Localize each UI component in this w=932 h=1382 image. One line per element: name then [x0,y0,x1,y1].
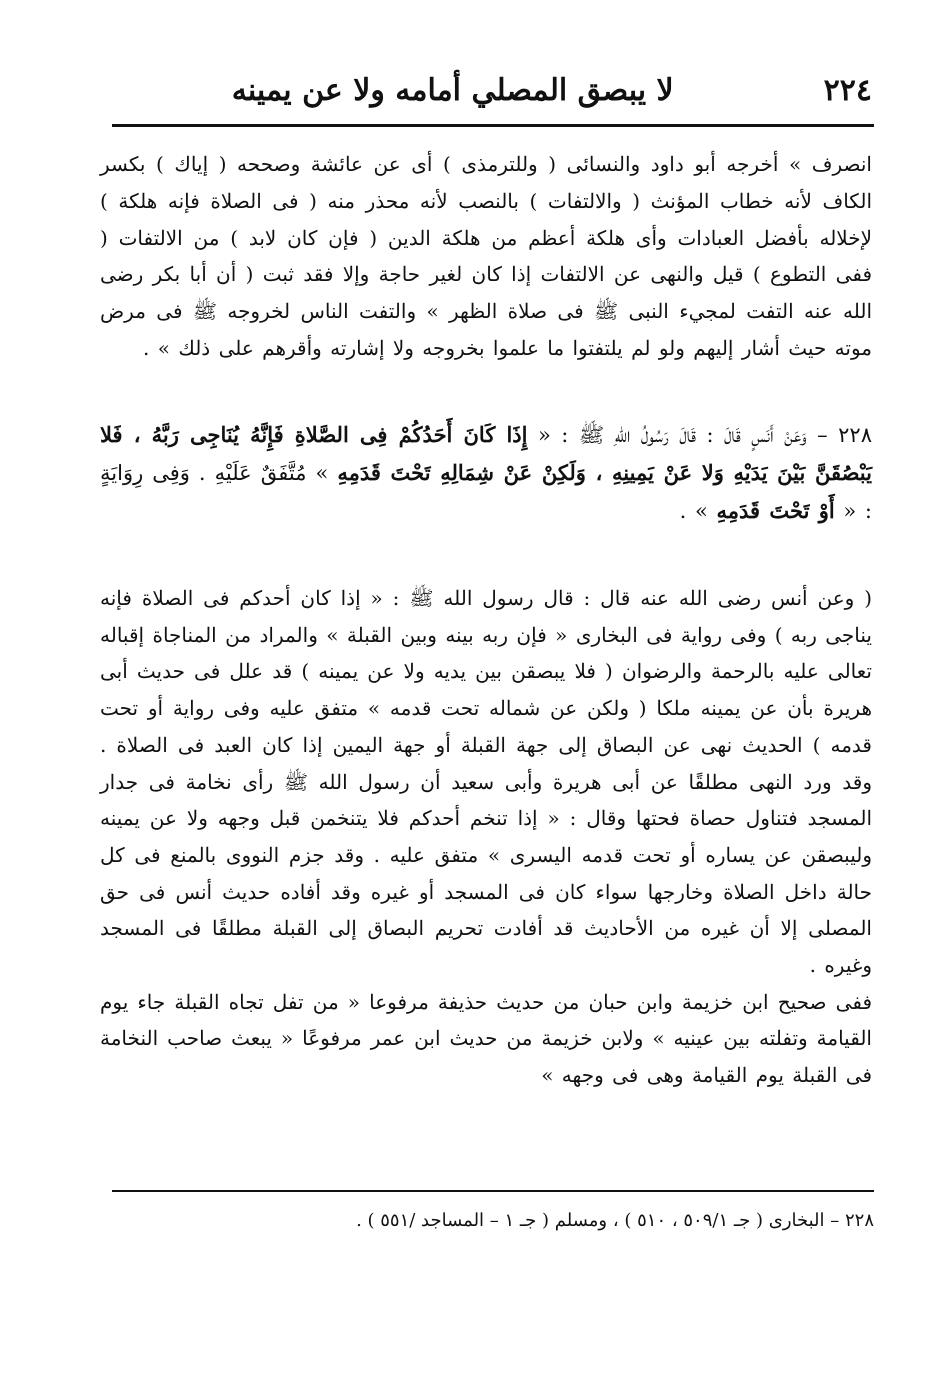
commentary-main-text-2: ففى صحيح ابن خزيمة وابن حبان من حديث حذيفة مرفوعا « من تفل تجاه القبلة جاء يوم القيامة وتفلته بين عينيه » ولابن خزيمة من حديث ابن عمر مرفوعًا « يبعث صاحب النخامة فى القبلة يوم القيامة وهى فى وجهه » [100,989,872,1088]
running-title: لا يبصق المصلي أمامه ولا عن يمينه [231,72,674,108]
hadith-agreed: » مُتَّفَقٌ عَلَيْهِ . وَفِى رِوَايَةٍ : « [100,461,872,523]
footnote [120,1206,874,1236]
header-rule [112,124,874,127]
hadith-text: إِذَا كَانَ أَحَدُكُمْ فِى الصَّلاةِ فَإِنَّهُ يُنَاجِى رَبَّهُ ، فَلا يَبْصُقَنَّ بَيْنَ يَدَيْهِ وَلا عَنْ يَمِينِهِ ، وَلَكِنْ عَنْ شِمَالِهِ تَحْتَ قَدَمِهِ [100,422,872,485]
commentary-main [100,580,872,1094]
hadith-variant: أَوْ تَحْتَ قَدَمِهِ [716,498,835,523]
footnote-text: ٢٢٨ – البخارى ( جـ ٥٠٩/١ ، ٥١٠ ) ، ومسلم ( جـ ١ – المساجد /٥٥١ ) . [356,1210,874,1231]
commentary-main-text: ( وعن أنس رضى الله عنه قال : قال رسول الله ﷺ : « إذا كان أحدكم فى الصلاة فإنه يناجى ربه ) وفى رواية فى البخارى « فإن ربه بينه وبين القبلة » والمراد من المناجاة إقباله تعالى عليه بالرحمة والرضوان ( فلا يبصقن بين يديه ولا عن يمينه ) قد علل فى حديث أبى هريرة بأن عن يمينه ملكا ( ولكن عن شماله تحت قدمه » متفق عليه وفى رواية أو تحت قدمه ) الحديث نهى عن البصاق إلى جهة القبلة أو جهة اليمين إذا كان العبد فى الصلاة . وقد ورد النهى مطلقًا عن أبى هريرة وأبى سعيد أن رسول الله ﷺ رأى نخامة فى جدار المسجد فتناول حصاة فحتها وقال : « إذا تنخم أحدكم فلا يتنخمن قبل وجهه ولا عن يمينه وليبصقن عن يساره أو تحت قدمه اليسرى » متفق عليه . وقد جزم النووى بالمنع فى كل حالة داخل الصلاة وخارجها سواء كان فى المسجد أو غيره وقد أفاده حديث أنس فى حق المصلى إلا أن غيره من الأحاديث قد أفادت تحريم البصاق إلى القبلة مطلقًا فى المسجد وغيره . [100,586,872,978]
commentary-top-text: انصرف » أخرجه أبو داود والنسائى ( وللترمذى ) أى عن عائشة وصححه ( إياك ) بكسر الكاف لأنه خطاب المؤنث ( والالتفات ) بالنصب لأنه محذر منه ( فى الصلاة فإنه هلكة ) لإخلاله بأفضل العبادات وأى هلكة أعظم من هلكة الدين ( فإن كان لابد ) من الالتفات ( ففى التطوع ) قيل والنهى عن الالتفات إذا كان لغير حاجة وإلا فقد ثبت ( أن أبا بكر رضى الله عنه التفت لمجيء النبى ﷺ فى صلاة الظهر » والتفت الناس لخروجه ﷺ فى مرض موته حيث أشار إليهم ولو لم يلتفتوا ما علموا بخروجه ولا إشارته وأقرهم على ذلك » . [100,152,873,360]
hadith-paragraph [100,416,872,530]
hadith-block [100,416,872,530]
hadith-close: » . [679,499,708,523]
footnote-rule [112,1190,874,1192]
hadith-intro: ٢٢٨ – وَعَنْ أَنَسٍ قَالَ : قَالَ رَسُولُ اللهِ ﷺ : « [537,423,872,447]
page-number: ٢٢٤ [823,72,872,108]
commentary-top [100,146,872,367]
page-header [120,60,872,120]
